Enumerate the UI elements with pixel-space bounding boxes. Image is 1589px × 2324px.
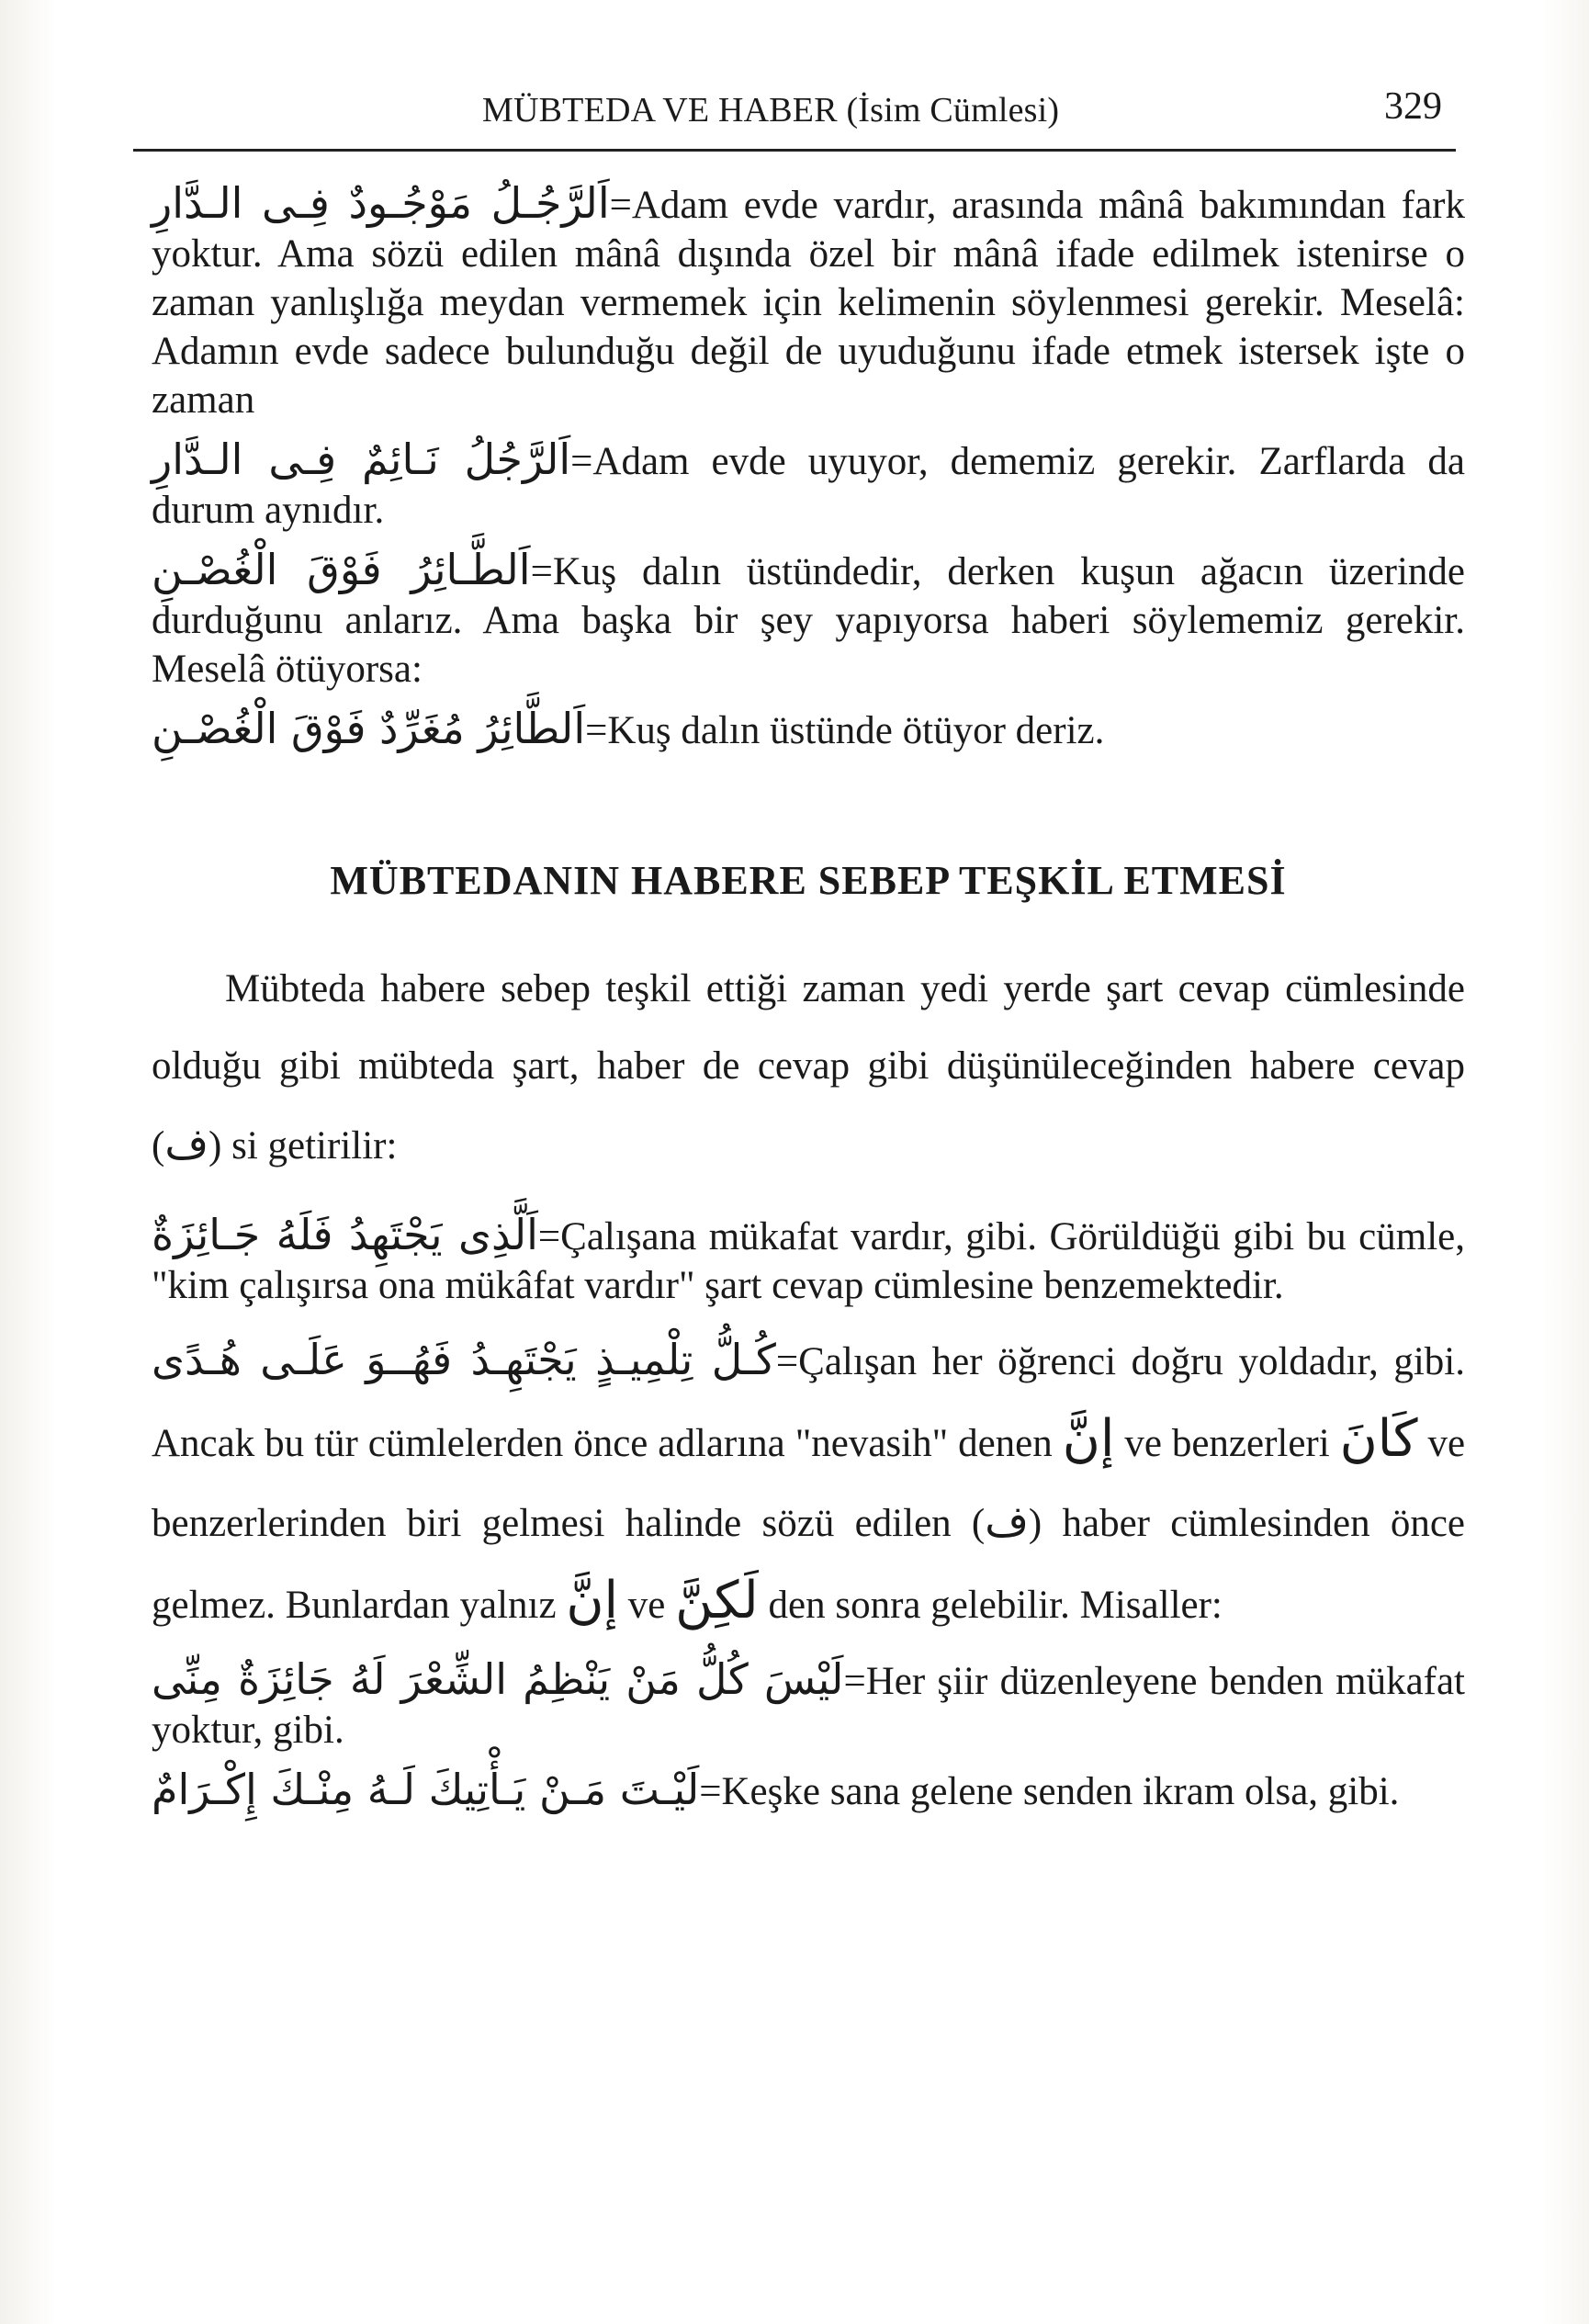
page-header [133,85,1456,152]
paragraph-3 [152,546,1465,694]
paragraph-text: =Kuş dalın üstünde ötüyor deriz. [585,709,1105,752]
page-number: 329 [1384,85,1442,128]
arabic-word-inna: إنَّ [1062,1409,1115,1469]
arabic-example: اَلطَّائِرُ مُغَرِّدٌ فَوْقَ الْغُصْـنِ [152,704,586,753]
arabic-example: كُـلُّ تِلْمِيـذٍ يَجْتَهِـدُ فَهُــوَ عَلَـى هُـدًى [152,1335,776,1384]
example-4 [152,1766,1465,1816]
arabic-example: اَلرَّجُلُ نَـائِمٌ فِـى الـدَّارِ [152,434,571,484]
intro-text-end: ) si getirilir: [208,1124,398,1168]
example-2 [152,1321,1465,1644]
example-text: =Keşke sana gelene senden ikram olsa, gibi. [699,1770,1400,1813]
arabic-example: اَلطَّـائِرُ فَوْقَ الْغُصْـنِ [152,545,531,594]
example-text: ve benzerlerinden biri gelmesi halinde sözü edilen ( [152,1422,1466,1545]
example-text: ) haber cümlesinden önce gelmez. Bunlardan yalnız [152,1502,1466,1627]
intro-text: Mübteda habere sebep teşkil ettiği zaman yedi yerde şart cevap cümlesinde olduğu gibi mübteda şart, haber de cevap gibi düşünüleceğinden habere cevap ( [152,967,1465,1168]
paragraph-2 [152,435,1465,535]
paragraph-text: =Kuş dalın üstündedir, derken kuşun ağacın üzerinde durduğunu anlarız. Ama başka bir şey yapıyorsa haberi söylememiz gerekir. Meselâ ötüyorsa: [152,550,1466,691]
fa-letter: ف [985,1496,1029,1546]
example-text: den sonra gelebilir. Misaller: [768,1584,1223,1627]
paragraph-4 [152,705,1465,755]
paragraph-1 [152,179,1465,424]
example-text: =Çalışana mükafat vardır, gibi. Görüldüğü gibi bu cümle, "kim çalışırsa ona mükâfat vardır" şart cevap cümlesine benzemektedir. [152,1215,1465,1307]
fa-letter: ف [164,1119,209,1168]
example-text: =Çalışan her öğrenci doğru yoldadır, gibi. Ancak bu tür cümlelerden önce adlarına "nevasih" denen [152,1340,1465,1465]
arabic-word-lakinna: لَكِنَّ [675,1571,759,1630]
paragraph-text: =Adam evde vardır, arasında mânâ bakımından fark yoktur. Ama sözü edilen mânâ dışında özel bir mânâ ifade edilmek istenirse o zaman yanlışlığa meydan vermemek için kelimenin söylenmesi gerekir. Meselâ: Adamın evde sadece bulunduğu değil de uyuduğunu ifade etmek istersek işte o zaman [152,184,1465,422]
example-1 [152,1211,1465,1310]
example-3 [152,1655,1465,1754]
example-text: =Her şiir düzenleyene benden mükafat yoktur, gibi. [152,1660,1466,1752]
arabic-word-inna: إنَّ [566,1571,619,1630]
running-title: MÜBTEDA VE HABER (İsim Cümlesi) [482,91,1060,130]
example-text: ve benzerleri [1124,1422,1330,1465]
example-text: ve [627,1584,666,1627]
section-intro [152,951,1465,1185]
arabic-example: لَيْـتَ مَـنْ يَـأْتِيكَ لَـهُ مِنْـكَ إِكْـرَامٌ [152,1765,700,1814]
arabic-word-kana: كَانَ [1339,1409,1418,1469]
paragraph-text: =Adam evde uyuyor, dememiz gerekir. Zarflarda da durum aynıdır. [152,440,1465,532]
arabic-example: اَلَّذِى يَجْتَهِدُ فَلَهُ جَـائِزَةٌ [152,1210,538,1259]
page-body [152,179,1465,1816]
arabic-example: اَلرَّجُـلُ مَوْجُـودٌ فِـى الـدَّارِ [152,178,610,228]
section-heading: MÜBTEDANIN HABERE SEBEP TEŞKİL ETMESİ [330,858,1287,903]
arabic-example: لَيْسَ كُلُّ مَنْ يَنْظِمُ الشِّعْرَ لَهُ جَائِزَةٌ مِنِّى [152,1654,844,1704]
